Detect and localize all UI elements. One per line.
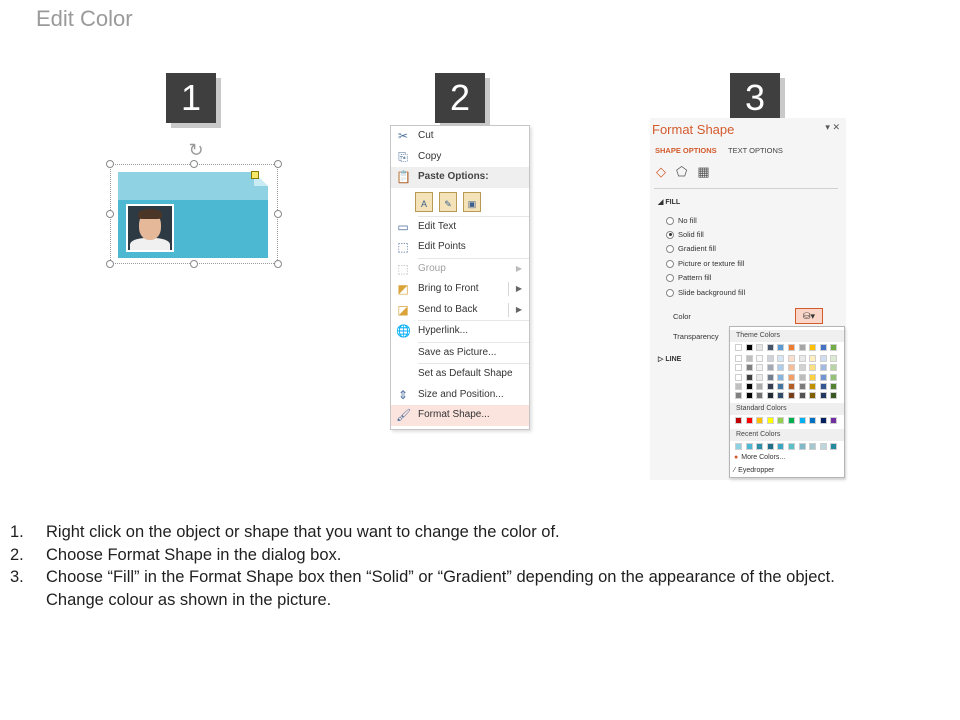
color-swatch[interactable] [830,443,837,450]
color-swatch[interactable] [788,383,795,390]
radio-label: No fill [678,216,697,225]
color-swatch[interactable] [820,364,827,371]
radio-circle[interactable] [666,260,674,268]
color-swatch[interactable] [777,417,784,424]
color-swatch[interactable] [820,374,827,381]
menu-item-edit-text[interactable] [391,217,529,238]
radio-circle[interactable] [666,274,674,282]
radio-circle[interactable] [666,289,674,297]
resize-handle[interactable] [274,260,282,268]
menu-item-label: Paste Options: [418,171,489,182]
radio-circle[interactable] [666,217,674,225]
menu-item-save-as-picture[interactable] [391,343,529,364]
color-swatch[interactable] [799,374,806,381]
color-swatch[interactable] [767,355,774,362]
menu-item-bring-to-front[interactable] [391,279,529,300]
color-swatch[interactable] [777,374,784,381]
color-swatch[interactable] [809,383,816,390]
menu-item-label: Cut [418,130,434,141]
color-swatch[interactable] [799,443,806,450]
color-swatch[interactable] [830,364,837,371]
color-swatch[interactable] [735,417,742,424]
instruction-number: 3. [10,568,24,586]
color-swatch[interactable] [746,417,753,424]
color-swatch[interactable] [820,417,827,424]
color-swatch[interactable] [767,344,774,351]
theme-colors-header: Theme Colors [730,330,844,342]
color-swatch[interactable] [799,417,806,424]
instruction-item [10,566,950,589]
color-swatch[interactable] [756,355,763,362]
tab-text-options[interactable]: TEXT OPTIONS [728,146,783,155]
color-swatch[interactable] [799,364,806,371]
close-icon[interactable]: ✕ [832,122,840,132]
color-swatch[interactable] [820,443,827,450]
radio-label: Solid fill [678,230,704,239]
radio-pattern-fill[interactable] [666,273,711,282]
instruction-text: Choose Format Shape in the dialog box. [46,545,342,564]
edit-points-icon: ⬚ [397,240,409,254]
size-properties-icon[interactable]: ▦ [697,164,710,179]
context-menu [390,125,530,430]
color-swatch[interactable] [820,392,827,399]
resize-handle[interactable] [106,210,114,218]
chevron-down-icon: ▾ [810,311,816,321]
radio-circle[interactable] [666,245,674,253]
color-swatch[interactable] [830,344,837,351]
transparency-label: Transparency [673,332,719,341]
color-swatch[interactable] [788,392,795,399]
line-header-label: LINE [665,356,682,363]
submenu-arrow-icon[interactable]: ▶ [515,284,522,293]
menu-item-label: Edit Text [418,220,457,232]
color-swatch[interactable] [735,383,742,390]
more-colors-label: More Colors... [741,454,786,461]
color-swatch[interactable] [788,355,795,362]
color-swatch[interactable] [767,374,774,381]
color-swatch[interactable] [777,383,784,390]
radio-slide-background-fill[interactable] [666,288,745,297]
color-swatch[interactable] [735,392,742,399]
size-position-icon: ⇕ [397,387,409,402]
color-swatch[interactable] [809,374,816,381]
pane-category-icons [656,164,710,180]
menu-item-send-to-back[interactable] [391,300,529,321]
color-swatch[interactable] [830,392,837,399]
menu-item-copy[interactable] [391,147,529,168]
color-swatch[interactable] [767,392,774,399]
paste-destination-theme-icon[interactable]: ✎ [439,192,457,212]
menu-item-label: Edit Points [418,241,466,252]
menu-item-label: Send to Back [418,303,478,315]
radio-label: Gradient fill [678,244,716,253]
color-label: Color [673,312,691,321]
color-swatch[interactable] [788,443,795,450]
color-swatch[interactable] [820,355,827,362]
resize-handle[interactable] [106,260,114,268]
slide-title: Edit Color [36,6,133,31]
copy-icon: ⎘ [398,149,408,164]
color-swatch[interactable] [830,374,837,381]
color-swatch[interactable] [767,443,774,450]
color-swatch[interactable] [799,392,806,399]
eyedropper-icon: ⁄ [734,467,736,474]
format-shape-icon: 🖌 [396,408,412,422]
recent-colors-header: Recent Colors [730,429,844,441]
color-swatch[interactable] [777,364,784,371]
color-swatch[interactable] [756,417,763,424]
color-swatch[interactable] [799,355,806,362]
color-swatch[interactable] [788,374,795,381]
menu-item-label: Save as Picture... [418,346,497,358]
radio-label: Pattern fill [678,273,712,282]
menu-item-group[interactable] [391,259,529,280]
menu-item-label: Bring to Front [418,283,479,294]
fill-header-label: FILL [665,199,681,206]
menu-item-label: Copy [418,150,442,162]
color-swatch[interactable] [809,417,816,424]
scissors-icon: ✂ [397,129,409,143]
color-swatch[interactable] [735,364,742,371]
menu-item-edit-points[interactable] [391,237,529,258]
step-badge-2: 2 [435,73,485,123]
instruction-item [10,544,950,567]
color-swatch[interactable] [830,383,837,390]
color-swatch[interactable] [756,344,763,351]
paint-bucket-icon: ⛁ [802,311,811,321]
color-swatch[interactable] [777,355,784,362]
blue-shape-top-band [118,172,268,200]
color-picker-popup [729,326,845,478]
group-icon: ⬚ [397,261,409,276]
radio-label: Slide background fill [678,288,746,297]
menu-item-hyperlink[interactable] [391,321,529,342]
step-badge-1: 1 [166,73,216,123]
line-section-header[interactable] [658,355,681,363]
color-swatch[interactable] [788,344,795,351]
color-wheel-icon: ● [734,454,739,461]
instruction-text: Right click on the object or shape that you want to change the color of. [46,523,560,541]
fill-line-icon[interactable]: ◇ [656,164,666,179]
color-swatch[interactable] [809,364,816,371]
resize-handle[interactable] [274,160,282,168]
selected-shape-illustration[interactable] [104,140,284,272]
color-swatch[interactable] [756,392,763,399]
radio-circle-selected[interactable] [666,231,674,239]
color-swatch[interactable] [809,392,816,399]
color-swatch[interactable] [820,383,827,390]
collapse-icon: ◢ [658,199,664,206]
submenu-arrow-icon: ▶ [515,263,522,273]
pane-controls [825,122,840,133]
color-swatch[interactable] [777,392,784,399]
radio-solid-fill[interactable] [666,230,704,239]
pane-options-icon[interactable]: ▾ [825,122,830,132]
color-swatch[interactable] [735,374,742,381]
send-to-back-icon: ◪ [397,302,409,317]
color-swatch[interactable] [735,443,742,450]
more-colors-link[interactable] [734,454,785,461]
menu-item-cut[interactable] [391,126,529,147]
color-swatch[interactable] [799,383,806,390]
color-swatch[interactable] [777,344,784,351]
menu-item-label: Format Shape... [418,409,490,420]
color-swatch[interactable] [756,364,763,371]
color-swatch[interactable] [735,344,742,351]
color-swatch[interactable] [809,344,816,351]
color-swatch[interactable] [756,383,763,390]
color-swatch[interactable] [788,364,795,371]
resize-handle[interactable] [106,160,114,168]
person-photo [126,204,174,252]
bring-to-front-icon: ◩ [397,282,409,296]
color-swatch[interactable] [746,344,753,351]
expand-icon: ▷ [658,356,664,363]
menu-item-label: Set as Default Shape [418,368,513,379]
instruction-text: Choose “Fill” in the Format Shape box then “Solid” or “Gradient” depending on the appearance of the object. [46,568,835,586]
color-swatch[interactable] [767,383,774,390]
radio-gradient-fill[interactable] [666,244,716,253]
color-dropdown-button[interactable] [795,308,823,324]
color-swatch[interactable] [746,383,753,390]
paste-icon: 📋 [396,170,411,184]
instruction-number: 1. [10,523,24,541]
rotate-handle-icon[interactable]: ↻ [188,140,204,160]
color-swatch[interactable] [777,443,784,450]
menu-item-format-shape[interactable] [391,405,529,426]
color-swatch[interactable] [746,374,753,381]
radio-no-fill[interactable] [666,216,697,225]
tab-shape-options[interactable]: SHAPE OPTIONS [655,146,717,155]
color-swatch[interactable] [756,374,763,381]
paste-options-row [391,188,529,216]
divider [654,188,838,189]
fill-section-header[interactable] [658,198,680,206]
color-swatch[interactable] [830,355,837,362]
standard-colors-header: Standard Colors [730,403,844,415]
adjust-handle[interactable] [251,171,259,179]
instruction-item [10,521,950,544]
color-swatch[interactable] [809,443,816,450]
instructions-list [10,521,950,611]
menu-item-size-position[interactable] [391,385,529,406]
color-swatch[interactable] [809,355,816,362]
radio-picture-texture-fill[interactable] [666,259,744,268]
color-swatch[interactable] [735,355,742,362]
effects-icon[interactable]: ⬠ [676,164,688,179]
eyedropper-label: Eyedropper [738,467,775,474]
color-swatch[interactable] [746,392,753,399]
menu-item-label: Hyperlink... [418,325,469,336]
color-swatch[interactable] [746,364,753,371]
resize-handle[interactable] [190,160,198,168]
paste-keep-formatting-icon[interactable]: A [415,192,433,212]
instruction-continuation: Change colour as shown in the picture. [46,590,332,609]
instruction-number: 2. [10,545,24,564]
color-swatch[interactable] [820,344,827,351]
color-swatch[interactable] [767,364,774,371]
color-swatch[interactable] [756,443,763,450]
menu-item-set-default-shape[interactable] [391,364,529,385]
step-badge-3: 3 [730,73,780,123]
paste-picture-icon[interactable]: ▣ [463,192,481,212]
color-swatch[interactable] [746,443,753,450]
menu-item-label: Size and Position... [418,388,504,400]
menu-item-label: Group [418,262,446,274]
paste-options-header [391,167,529,188]
color-swatch[interactable] [830,417,837,424]
resize-handle[interactable] [274,210,282,218]
edit-text-icon: ▭ [397,219,409,234]
color-swatch[interactable] [799,344,806,351]
eyedropper-link[interactable] [734,467,774,474]
color-swatch[interactable] [767,417,774,424]
radio-label: Picture or texture fill [678,259,745,268]
pane-title: Format Shape [652,122,735,137]
hyperlink-icon: 🌐 [396,324,411,338]
resize-handle[interactable] [190,260,198,268]
submenu-arrow-icon[interactable]: ▶ [515,304,522,314]
color-swatch[interactable] [746,355,753,362]
color-swatch[interactable] [788,417,795,424]
